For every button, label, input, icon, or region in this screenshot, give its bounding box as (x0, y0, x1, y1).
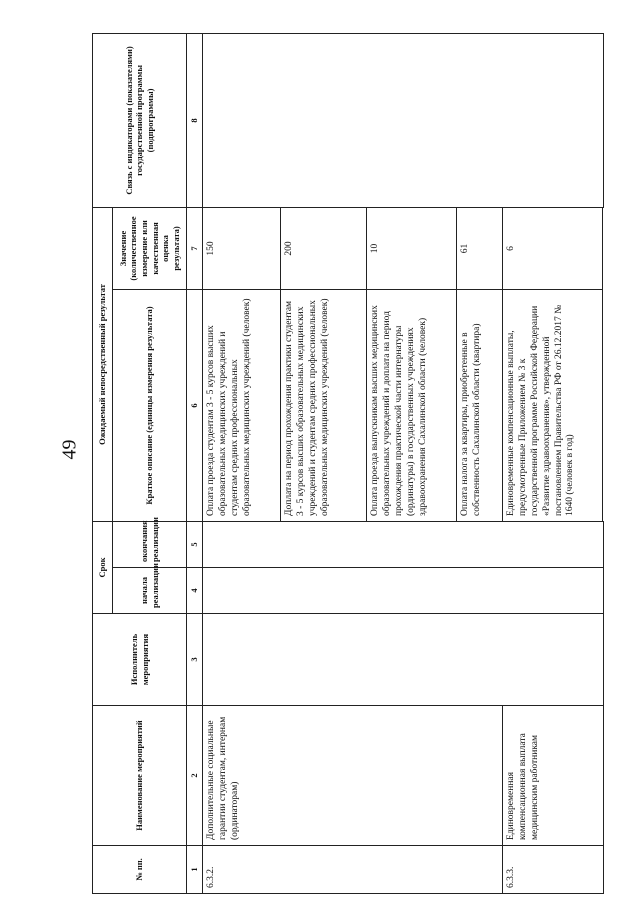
result-description: Доплата на период прохождения практики студентам 3 - 5 курсов высших образовательных медицинских учреждений и студентам средних профессиональных образовательных медицинских учреждений (человек) (281, 289, 367, 521)
page-number: 49 (58, 439, 81, 460)
measure-name: Единовременная компенсационная выплата медицинским работникам (503, 706, 604, 846)
col-number: 8 (187, 33, 203, 207)
col-number: 5 (187, 521, 203, 567)
measure-number: 6.3.3. (503, 846, 604, 894)
result-value: 200 (281, 207, 367, 289)
col-number: 7 (187, 207, 203, 289)
col-number: 3 (187, 614, 203, 706)
header-result: Ожидаемый непосредственный результат (93, 207, 113, 521)
header-term: Срок (93, 521, 113, 613)
executor-cell (203, 614, 604, 706)
measures-table (92, 33, 604, 894)
measure-name: Дополнительные социальные гарантии студентам, интернам (ординаторам) (203, 706, 503, 846)
result-value: 6 (503, 207, 603, 289)
start-cell (203, 568, 604, 614)
col-number: 6 (187, 289, 203, 521)
header-no: № пп. (93, 846, 187, 894)
header-name: Наименование мероприятий (93, 706, 187, 846)
col-number: 2 (187, 706, 203, 846)
indicator-link-cell (203, 33, 604, 207)
result-description: Оплата проезда выпускникам высших медицинских образовательных учреждений и доплата на период прохождения практической части интернатуры (ординатуры) в государственных учреждениях здравоохранения Сахалинской области (человек) (367, 289, 457, 521)
col-number: 4 (187, 568, 203, 614)
header-brief: Краткое описание (единицы измерения результата) (113, 289, 187, 521)
header-end: окончания реализации (113, 521, 187, 567)
result-description: Оплата проезда студентам 3 - 5 курсов высших образовательных медицинских учреждений и студентам средних профессиональных образовательных медицинских учреждений (человек) (203, 289, 281, 521)
header-start: начала реализации (113, 568, 187, 614)
header-executor: Исполнитель мероприятия (93, 614, 187, 706)
result-description: Оплата налога за квартиры, приобретенные в собственность Сахалинской области (квартира) (457, 289, 503, 521)
result-value: 10 (367, 207, 457, 289)
end-cell (203, 521, 604, 567)
header-link: Связь с индикаторами (показателями) государственной программы (подпрограммы) (93, 33, 187, 207)
result-value: 61 (457, 207, 503, 289)
result-description: Единовременные компенсационные выплаты, предусмотренные Приложением № 3 к государственной программе Российской Федерации «Развитие здравоохранения», утвержденной постановлением Правительства РФ от 26.12.2017 № 1640 (человек в год) (503, 289, 603, 521)
rotated-page-content (92, 34, 602, 894)
col-number: 1 (187, 846, 203, 894)
result-value: 150 (203, 207, 281, 289)
measure-number: 6.3.2. (203, 846, 503, 894)
header-value: Значение (количественное измерение или качественная оценка результата) (113, 207, 187, 289)
